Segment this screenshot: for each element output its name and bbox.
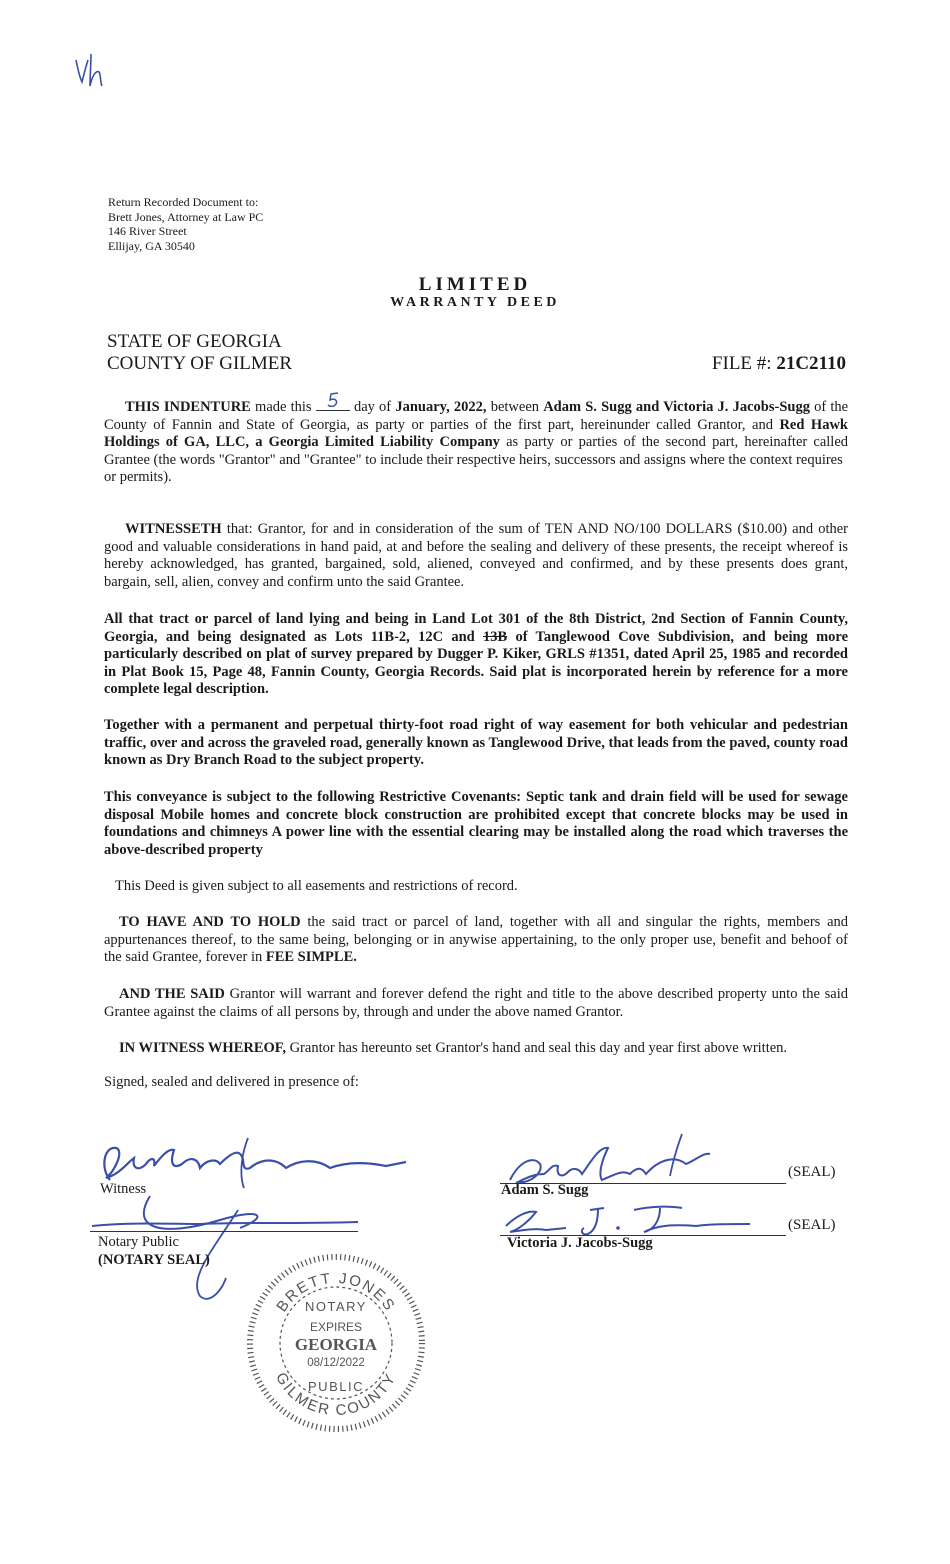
document-title-line-1: LIMITED <box>418 274 532 295</box>
notary-stamp <box>246 1253 426 1433</box>
return-line-1: Return Recorded Document to: <box>108 195 259 209</box>
return-line-4: Ellijay, GA 30540 <box>108 238 195 253</box>
indenture-end: or permits). <box>104 469 172 486</box>
subject-paragraph: This Deed is given subject to all easements and restrictions of record. <box>115 878 518 894</box>
habendum-lead: TO HAVE AND TO HOLD <box>119 914 301 930</box>
fee-simple: FEE SIMPLE. <box>265 949 357 966</box>
indenture-mid-1: of the County of Fannin and State of Georgia, as party or parties of the first part, hereinunder called Grantor, and <box>104 399 849 433</box>
seal-label-2: (SEAL) <box>788 1217 836 1233</box>
indenture-lead: THIS INDENTURE <box>125 399 251 415</box>
stamp-notary: NOTARY <box>305 1299 367 1314</box>
stamp-state: GEORGIA <box>294 1335 378 1354</box>
stamp-bottom-arc: GILMER COUNTY <box>272 1369 400 1420</box>
habendum-paragraph <box>104 914 848 967</box>
stamp-top-arc: BRETT JONES <box>273 1269 399 1316</box>
struck-lot-number: 13B <box>482 628 508 645</box>
made-this-text: made this <box>255 399 312 415</box>
return-line-2: Brett Jones, Attorney at Law PC <box>108 209 264 224</box>
warranty-paragraph <box>104 986 848 1021</box>
witness-whereof-lead: IN WITNESS WHEREOF, <box>119 1040 286 1056</box>
day-handwritten-figure <box>324 390 344 410</box>
signed-sealed-line: Signed, sealed and delivered in presence of: <box>104 1074 359 1090</box>
legal-part-1: All that tract or parcel of land lying and being in Land Lot 301 of the 8th District, 2nd Section of Fannin County, Georgia, and being designated as Lots 11B-2, 12C and <box>104 611 848 645</box>
stamp-expires: EXPIRES <box>309 1320 363 1334</box>
grantee-name: Red Hawk Holdings of GA, LLC, a Georgia Limited Liability Company <box>104 416 848 451</box>
file-number-value: 21C2110 <box>776 353 846 374</box>
stamp-date: 08/12/2022 <box>307 1357 365 1369</box>
jurisdiction-block <box>107 331 292 375</box>
file-number <box>712 353 846 375</box>
between-text: between <box>490 399 540 415</box>
notary-signature-line <box>90 1231 358 1232</box>
warranty-lead: AND THE SAID <box>119 986 225 1002</box>
indenture-mid-2: as party or parties of the second part, hereinafter called Grantee (the words "Grantor" and "Grantee" to include their respective heirs, successors and assigns where the context requires <box>104 434 849 468</box>
stamp-public: PUBLIC <box>308 1379 364 1394</box>
habendum-text: the said tract or parcel of land, together with all and singular the rights, members and appurtenances thereof, to the same being, belonging or in anywise appertaining, to the only proper use, benefit and behoof of the said Grantee, forever in <box>104 914 849 966</box>
witness-whereof-paragraph <box>104 1040 848 1058</box>
adam-sugg-name: Adam S. Sugg <box>501 1182 589 1198</box>
witness-whereof-text: Grantor has hereunto set Grantor's hand and seal this day and year first above written. <box>289 1040 788 1056</box>
county-line: COUNTY OF GILMER <box>107 353 293 374</box>
legal-description-paragraph <box>104 611 848 699</box>
notary-public-label: Notary Public <box>98 1234 179 1250</box>
notary-seal-label: (NOTARY SEAL) <box>98 1252 210 1268</box>
victoria-jacobs-sugg-name: Victoria J. Jacobs-Sugg <box>507 1235 653 1251</box>
document-title-line-2: WARRANTY DEED <box>390 295 560 310</box>
grantor-names: Adam S. Sugg and Victoria J. Jacobs-Sugg <box>543 399 810 415</box>
file-number-label: FILE #: <box>711 353 772 374</box>
state-line: STATE OF GEORGIA <box>107 331 282 352</box>
witnesseth-paragraph <box>104 521 848 591</box>
witness-label: Witness <box>100 1181 147 1197</box>
day-of-text: day of <box>353 399 392 415</box>
day-blank <box>316 396 350 411</box>
legal-part-2: of Tanglewood Cove Subdivision, and being more particularly described on plat of survey prepared by Dugger P. Kiker, GRLS #1351, dated April 25, 1985 and recorded in Plat Book 15, Page 48, Fannin County, Georgia Records. Said plat is incorporated herein by reference for a more complete legal description. <box>104 628 849 698</box>
witnesseth-text: that: Grantor, for and in consideration of the sum of TEN AND NO/100 DOLLARS ($10.00) and other good and valuable considerations in hand paid, at and before the sealing and delivery of these presents, the receipt whereof is hereby acknowledged, has granted, bargained, sold, aliened, conveyed and confirmed, and by these presents does grant, bargain, sell, alien, convey and confirm unto the said Grantee. <box>104 521 849 590</box>
easement-paragraph: Together with a permanent and perpetual thirty-foot road right of way easement for both vehicular and pedestrian traffic, over and across the graveled road, generally known as Tanglewood Drive, that leads from the paved, county road known as Dry Branch Road to the subject property. <box>104 717 848 769</box>
covenants-paragraph: This conveyance is subject to the following Restrictive Covenants: Septic tank and drain field will be used for sewage disposal Mobile homes and concrete block construction are prohibited except that concrete blocks may be used in foundations and chimneys A power line with the essential clearing may be installed along the road which traverses the above-described property <box>104 789 848 858</box>
return-address-block <box>108 195 263 253</box>
indenture-date: January, 2022, <box>395 399 487 415</box>
witnesseth-lead: WITNESSETH <box>125 521 222 537</box>
corner-handwritten-mark <box>72 52 112 92</box>
indenture-paragraph <box>104 396 848 487</box>
return-line-3: 146 River Street <box>108 224 187 238</box>
warranty-text: Grantor will warrant and forever defend the right and title to the above described property unto the said Grantee against the claims of all persons by, through and under the above named Grantor. <box>104 986 848 1020</box>
seal-label-1: (SEAL) <box>788 1164 836 1180</box>
